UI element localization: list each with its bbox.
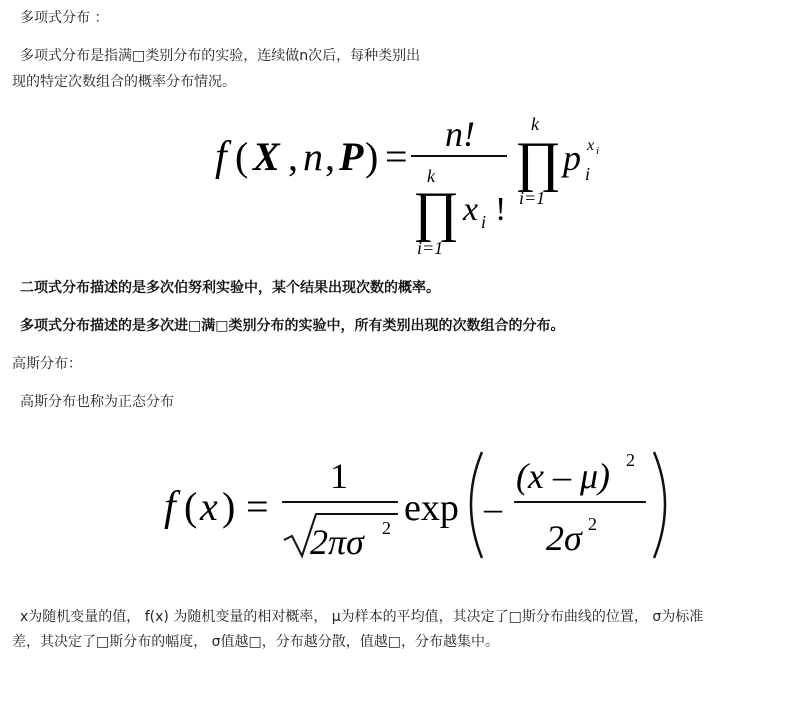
formula-n: n xyxy=(303,134,323,179)
gaussian-heading: 高斯分布： xyxy=(12,356,82,372)
denominator-bang: ! xyxy=(495,191,507,228)
explain-line2: 差，其决定了□斯分布的幅度， σ值越□，分布越分散，值越□，分布越集中。 xyxy=(12,634,500,650)
multinomial-formula xyxy=(205,108,625,258)
formula-p-sup-sub: i xyxy=(596,145,600,157)
gauss-sqrt-body: 2πσ xyxy=(310,522,364,562)
formula-p: p xyxy=(563,138,581,178)
formula-lparen: ( xyxy=(235,134,249,179)
formula-rparen: ) xyxy=(365,134,379,179)
big-lparen xyxy=(471,452,482,558)
gauss-denominator: 2σ xyxy=(546,518,582,558)
gauss-numerator: (x – μ) xyxy=(516,456,611,496)
formula-p-sub: i xyxy=(585,164,591,184)
right-prod-symbol: ∏ xyxy=(515,131,562,193)
explain-line1: x为随机变量的值， f(x) 为随机变量的相对概率， μ为样本的平均值，其决定了□斯分布曲线的位置， σ为标准 xyxy=(20,609,704,625)
multinomial-desc-line2: 现的特定次数组合的概率分布情况。 xyxy=(12,74,236,90)
gauss-x: x xyxy=(200,484,218,529)
formula-X: X xyxy=(253,134,280,179)
denominator-x-sub: i xyxy=(481,212,487,232)
denominator-x: x xyxy=(463,191,479,228)
gauss-minus: – xyxy=(484,488,502,528)
gaussian-formula-svg xyxy=(160,440,680,570)
gauss-lparen: ( xyxy=(184,484,198,529)
formula-f: f xyxy=(215,134,227,180)
formula-comma1: , xyxy=(288,134,298,179)
multinomial-note: 多项式分布描述的是多次进□满□类别分布的实验中，所有类别出现的次数组合的分布。 xyxy=(20,318,565,334)
multinomial-formula-svg xyxy=(205,108,625,258)
formula-P: P xyxy=(339,134,364,179)
gaussian-alias: 高斯分布也称为正态分布 xyxy=(20,394,174,410)
gauss-rparen: ) xyxy=(222,484,236,529)
right-prod-lower: i=1 xyxy=(519,188,546,208)
right-prod-upper: k xyxy=(531,114,539,134)
gauss-exp: exp xyxy=(404,487,459,529)
big-rparen xyxy=(654,452,665,558)
gauss-f: f xyxy=(164,484,176,530)
denominator-prod-symbol: ∏ xyxy=(413,181,460,243)
denominator-prod-lower: i=1 xyxy=(417,238,444,258)
gauss-one: 1 xyxy=(330,456,348,496)
formula-equals: = xyxy=(385,134,408,179)
gauss-num-exp: 2 xyxy=(626,450,635,470)
denominator-prod-upper: k xyxy=(427,166,435,186)
binomial-note: 二项式分布描述的是多次伯努利实验中，某个结果出现次数的概率。 xyxy=(20,280,440,296)
gauss-sqrt-exp: 2 xyxy=(382,518,391,538)
gauss-den-exp: 2 xyxy=(588,514,597,534)
formula-comma2: , xyxy=(325,134,335,179)
gauss-equals: = xyxy=(246,484,269,529)
multinomial-heading: 多项式分布 ： xyxy=(20,10,109,26)
gaussian-formula xyxy=(160,440,680,570)
formula-numerator: n! xyxy=(445,114,475,154)
formula-p-sup: x xyxy=(587,137,595,154)
multinomial-desc-line1: 多项式分布是指满□类别分布的实验，连续做n次后，每种类别出 xyxy=(20,48,421,64)
